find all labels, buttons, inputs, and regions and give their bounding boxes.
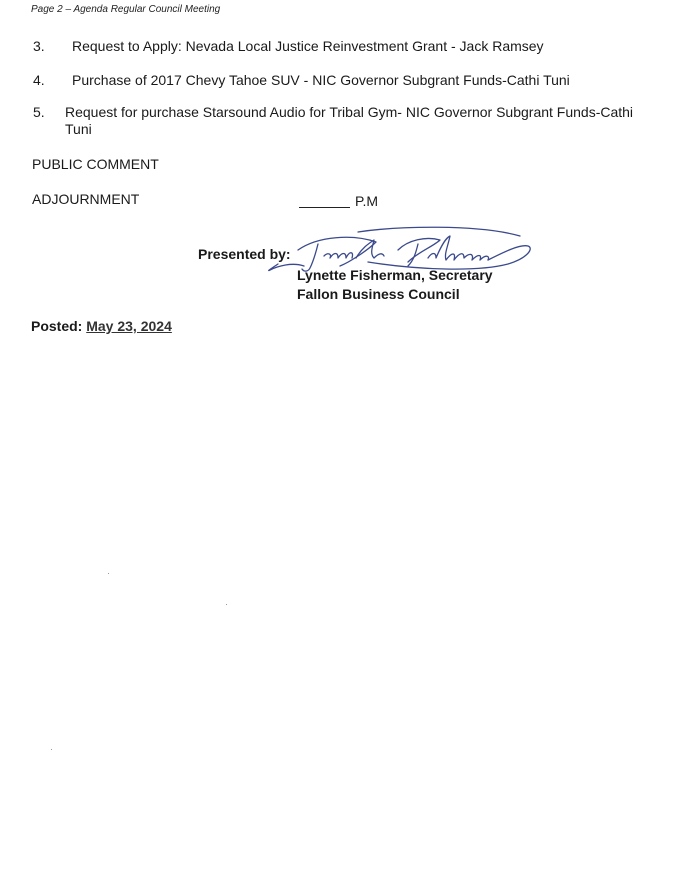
posted-label: Posted: xyxy=(31,318,83,334)
agenda-item-number: 5. xyxy=(33,104,45,120)
signer-organization: Fallon Business Council xyxy=(297,286,460,302)
posted-date: May 23, 2024 xyxy=(86,318,172,334)
agenda-item-text: Request for purchase Starsound Audio for Tribal Gym- NIC Governor Subgrant Funds-Cathi Tuni xyxy=(65,104,634,137)
agenda-item-5 xyxy=(33,104,653,140)
signer-name-title: Lynette Fisherman, Secretary xyxy=(297,267,493,283)
agenda-item-text: Purchase of 2017 Chevy Tahoe SUV - NIC Governor Subgrant Funds-Cathi Tuni xyxy=(72,72,570,88)
public-comment-heading: PUBLIC COMMENT xyxy=(32,156,159,172)
scan-speck xyxy=(226,604,227,605)
agenda-item-number: 3. xyxy=(33,38,45,54)
adjournment-time-blank xyxy=(299,207,350,208)
scan-speck xyxy=(108,573,109,574)
agenda-item-3 xyxy=(33,38,653,58)
adjournment-time-suffix: P.M xyxy=(355,193,379,209)
agenda-item-4 xyxy=(33,72,653,92)
page-header: Page 2 – Agenda Regular Council Meeting xyxy=(31,4,221,15)
scan-speck xyxy=(51,749,52,750)
posted-line xyxy=(31,318,172,334)
adjournment-heading: ADJOURNMENT xyxy=(32,191,140,207)
agenda-item-text: Request to Apply: Nevada Local Justice Reinvestment Grant - Jack Ramsey xyxy=(72,38,544,54)
presented-by-label: Presented by: xyxy=(198,246,291,262)
agenda-item-number: 4. xyxy=(33,72,45,88)
